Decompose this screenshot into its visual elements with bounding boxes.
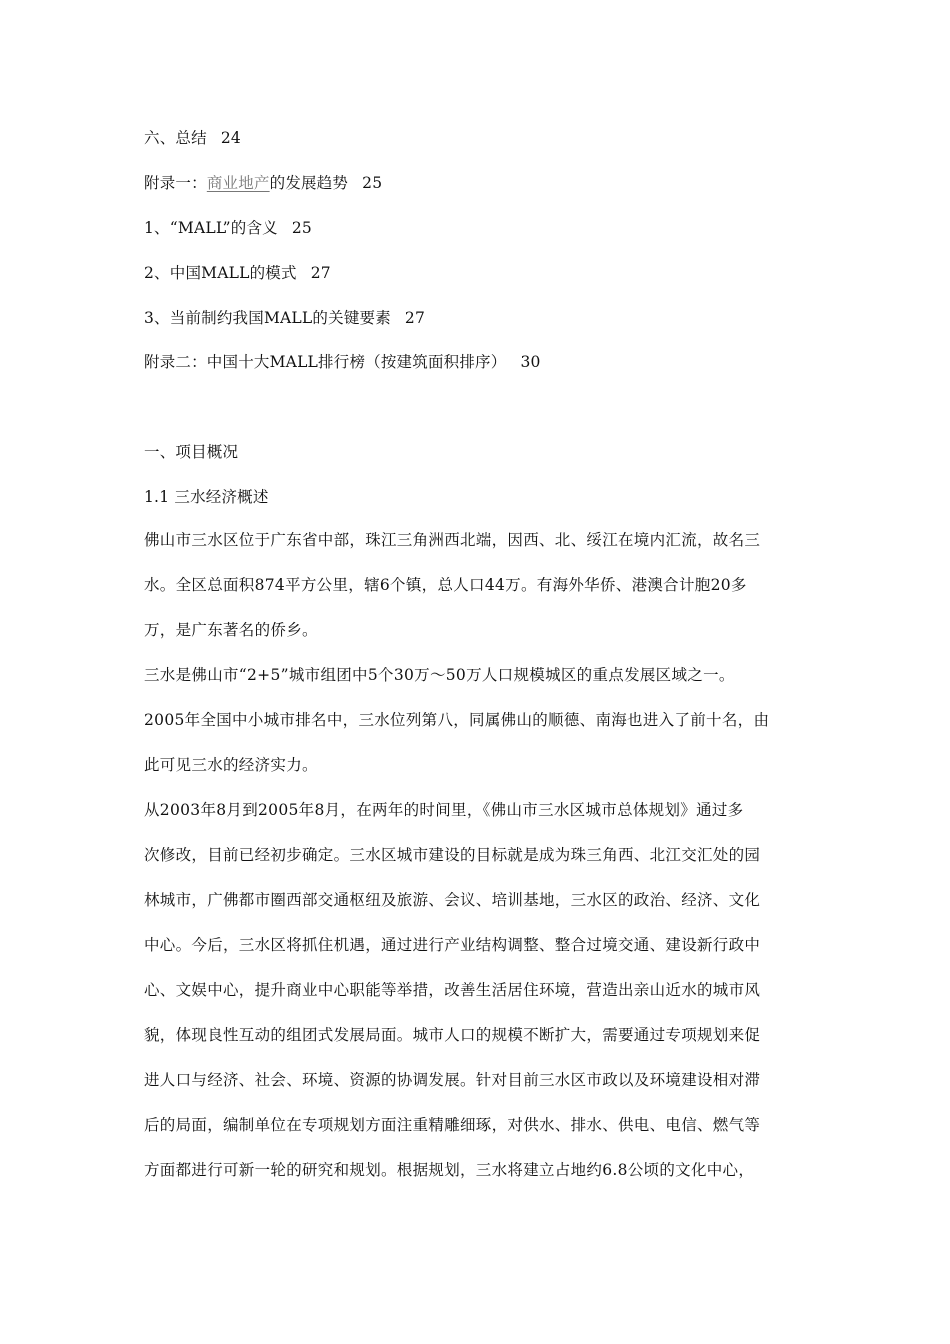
toc-label-prefix: 附录一： — [144, 174, 207, 192]
toc-label: 六、总结 — [144, 129, 207, 147]
paragraph-3 — [144, 698, 804, 788]
toc-page-number: 27 — [404, 309, 426, 327]
toc-entry-appendix-1[interactable] — [144, 173, 382, 193]
paragraph-line: 从2003年8月到2005年8月，在两年的时间里，《佛山市三水区城市总体规划》通过多 — [144, 801, 744, 819]
section-heading: 一、项目概况 — [144, 443, 239, 461]
commercial-real-estate-link[interactable]: 商业地产 — [206, 174, 270, 192]
toc-page-number: 27 — [310, 264, 331, 282]
toc-page-number: 24 — [220, 129, 241, 147]
paragraph-line: 方面都进行可新一轮的研究和规划。根据规划，三水将建立占地约6.8公顷的文化中心， — [144, 1161, 755, 1179]
toc-entry-appendix-2[interactable] — [144, 352, 541, 372]
paragraph-4 — [144, 788, 804, 1193]
paragraph-line: 万，是广东著名的侨乡。 — [144, 621, 318, 639]
toc-page-number: 25 — [362, 174, 383, 192]
toc-label-suffix: 的发展趋势 — [269, 174, 349, 192]
section-subheading: 1.1 三水经济概述 — [144, 488, 269, 506]
toc-entry-summary[interactable] — [144, 128, 241, 148]
paragraph-2 — [144, 653, 804, 698]
paragraph-line: 2005年全国中小城市排名中，三水位列第八，同属佛山的顺德、南海也进入了前十名，由 — [144, 711, 770, 729]
toc-page-number: 25 — [291, 219, 312, 237]
paragraph-line: 进人口与经济、社会、环境、资源的协调发展。针对目前三水区市政以及环境建设相对滞 — [144, 1071, 761, 1089]
paragraph-1 — [144, 518, 804, 653]
paragraph-line: 后的局面，编制单位在专项规划方面注重精雕细琢，对供水、排水、供电、电信、燃气等 — [144, 1116, 761, 1134]
paragraph-line: 水。全区总面积874平方公里，辖6个镇，总人口44万。有海外华侨、港澳合计胞20多 — [144, 576, 747, 594]
toc-label: 1、“MALL”的含义 — [144, 219, 278, 237]
paragraph-line: 貌，体现良性互动的组团式发展局面。城市人口的规模不断扩大，需要通过专项规划来促 — [144, 1026, 761, 1044]
toc-entry-mall-meaning[interactable] — [144, 218, 312, 238]
toc-entry-china-mall-mode[interactable] — [144, 263, 331, 283]
toc-label: 3、当前制约我国MALL的关键要素 — [144, 309, 391, 327]
paragraph-line: 林城市，广佛都市圈西部交通枢纽及旅游、会议、培训基地，三水区的政治、经济、文化 — [144, 891, 761, 909]
paragraph-line: 中心。今后，三水区将抓住机遇，通过进行产业结构调整、整合过境交通、建设新行政中 — [144, 936, 761, 954]
toc-page-number: 30 — [520, 353, 541, 371]
paragraph-line: 心、文娱中心，提升商业中心职能等举措，改善生活居住环境，营造出亲山近水的城市风 — [144, 981, 761, 999]
paragraph-line: 此可见三水的经济实力。 — [144, 756, 318, 774]
toc-label: 2、中国MALL的模式 — [144, 264, 297, 282]
paragraph-line: 次修改，目前已经初步确定。三水区城市建设的目标就是成为珠三角西、北江交汇处的园 — [144, 846, 761, 864]
paragraph-line: 佛山市三水区位于广东省中部，珠江三角洲西北端，因西、北、绥江在境内汇流，故名三 — [144, 531, 761, 549]
toc-entry-mall-key-factors[interactable] — [144, 308, 425, 328]
paragraph-line: 三水是佛山市“2+5”城市组团中5个30万～50万人口规模城区的重点发展区域之一。 — [144, 666, 735, 684]
toc-label: 附录二：中国十大MALL排行榜（按建筑面积排序） — [144, 353, 507, 371]
